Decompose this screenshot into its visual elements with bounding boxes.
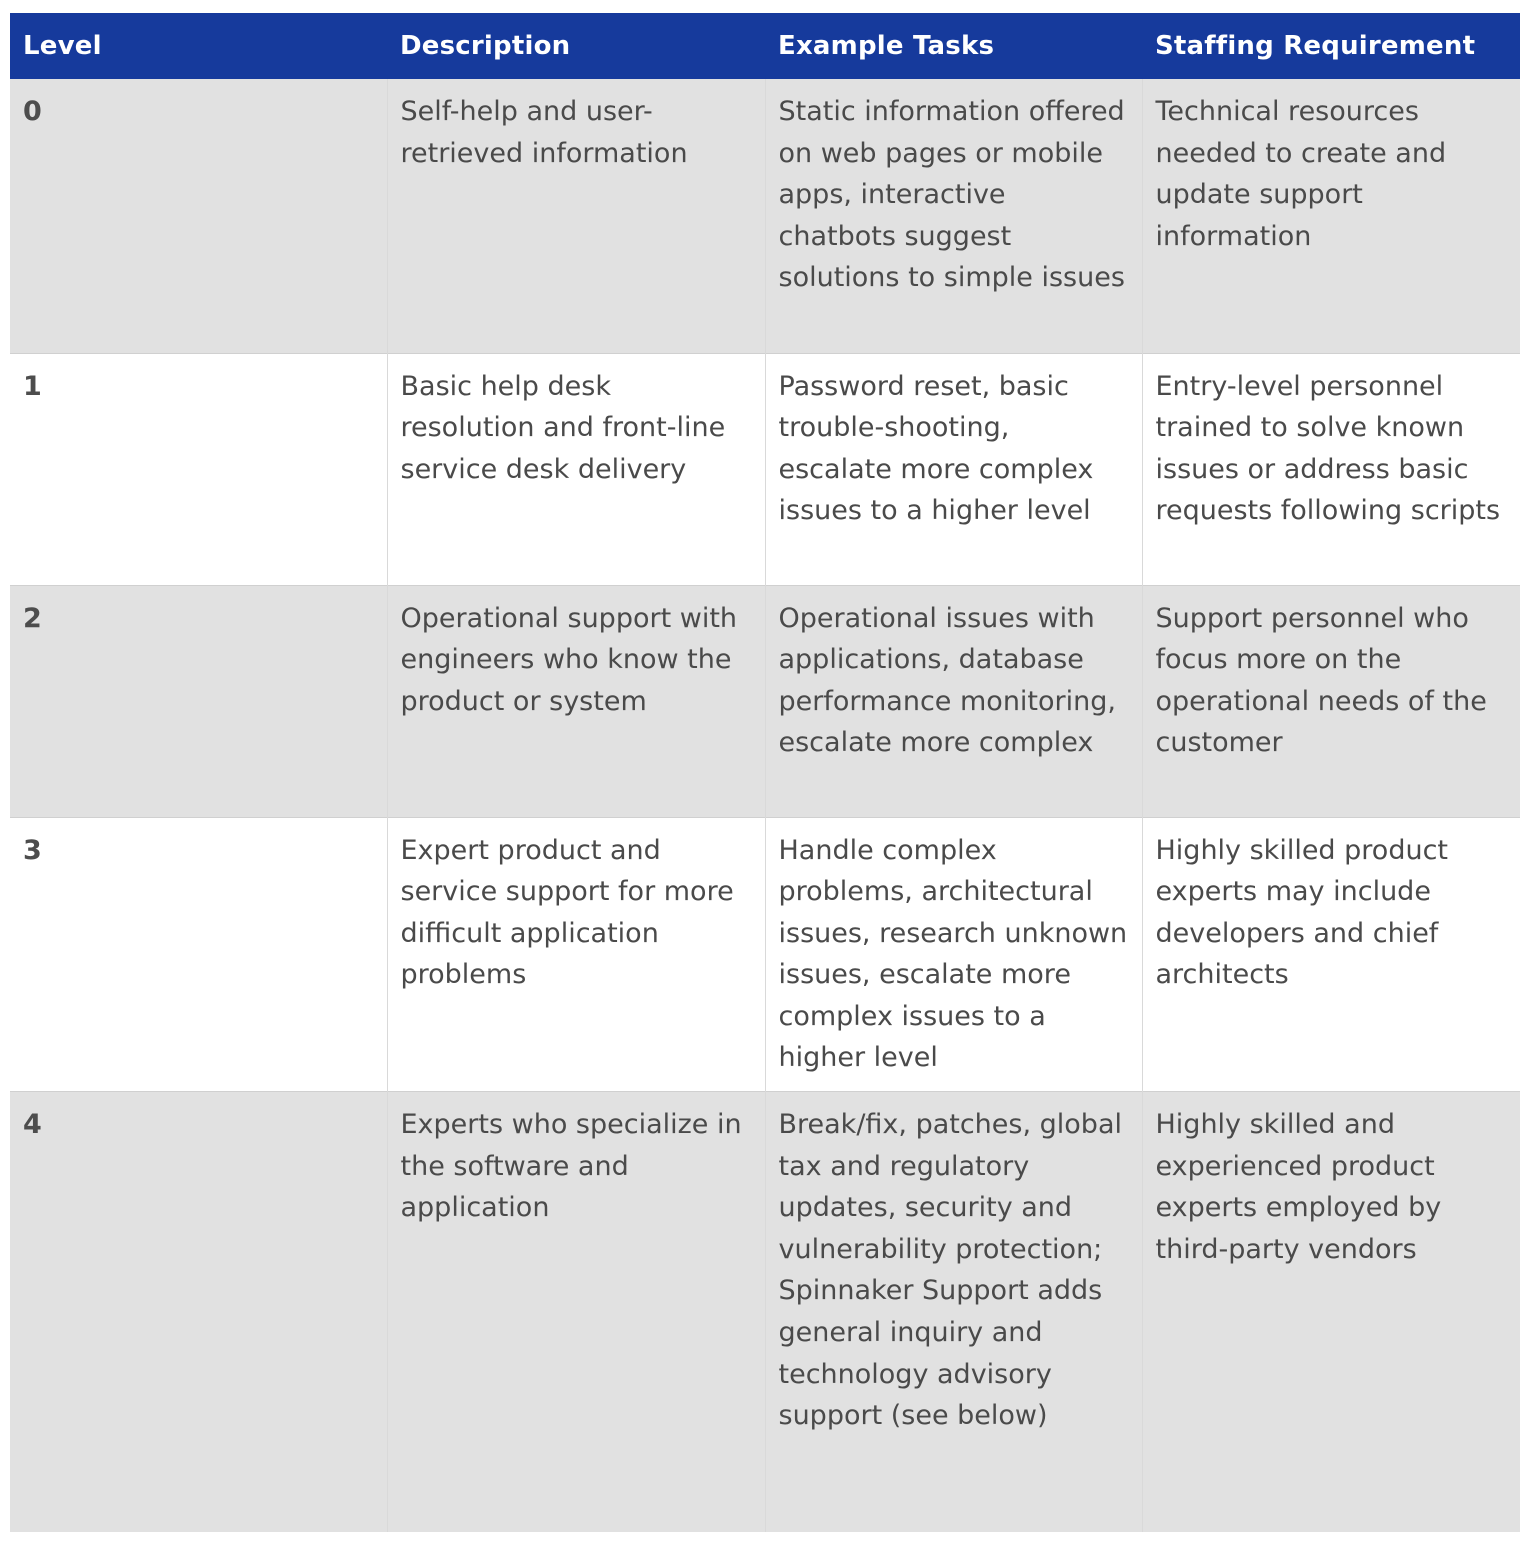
cell-level: 4 — [10, 1092, 387, 1532]
table-row — [10, 353, 1520, 585]
table-row — [10, 585, 1520, 817]
table-row — [10, 79, 1520, 353]
cell-example-tasks: Break/fix, patches, global tax and regulatory updates, security and vulnerability protection; Spinnaker Support adds general inquiry and technology advisory support (see below) — [765, 1092, 1142, 1532]
cell-description: Self-help and user-retrieved information — [387, 79, 765, 353]
header-level: Level — [10, 13, 387, 79]
header-row — [10, 13, 1520, 79]
cell-example-tasks: Password reset, basic trouble-shooting, escalate more complex issues to a higher level — [765, 353, 1142, 585]
cell-level: 2 — [10, 585, 387, 817]
table-row — [10, 1092, 1520, 1532]
header-staffing-requirement: Staffing Requirement — [1142, 13, 1520, 79]
table-body — [10, 79, 1520, 1532]
cell-level: 0 — [10, 79, 387, 353]
cell-level: 1 — [10, 353, 387, 585]
table-row — [10, 817, 1520, 1092]
header-description: Description — [387, 13, 765, 79]
cell-staffing-requirement: Highly skilled and experienced product experts employed by third-party vendors — [1142, 1092, 1520, 1532]
cell-example-tasks: Static information offered on web pages or mobile apps, interactive chatbots suggest solutions to simple issues — [765, 79, 1142, 353]
table-header — [10, 13, 1520, 79]
cell-staffing-requirement: Entry-level personnel trained to solve known issues or address basic requests following scripts — [1142, 353, 1520, 585]
cell-staffing-requirement: Highly skilled product experts may include developers and chief architects — [1142, 817, 1520, 1092]
cell-example-tasks: Operational issues with applications, database performance monitoring, escalate more complex — [765, 585, 1142, 817]
cell-description: Experts who specialize in the software and application — [387, 1092, 765, 1532]
support-levels-table-container — [10, 13, 1520, 1532]
cell-level: 3 — [10, 817, 387, 1092]
header-example-tasks: Example Tasks — [765, 13, 1142, 79]
cell-description: Basic help desk resolution and front-line service desk delivery — [387, 353, 765, 585]
cell-example-tasks: Handle complex problems, architectural issues, research unknown issues, escalate more complex issues to a higher level — [765, 817, 1142, 1092]
cell-description: Expert product and service support for more difficult application problems — [387, 817, 765, 1092]
cell-staffing-requirement: Technical resources needed to create and update support information — [1142, 79, 1520, 353]
cell-staffing-requirement: Support personnel who focus more on the operational needs of the customer — [1142, 585, 1520, 817]
support-levels-table — [10, 13, 1520, 1532]
cell-description: Operational support with engineers who know the product or system — [387, 585, 765, 817]
